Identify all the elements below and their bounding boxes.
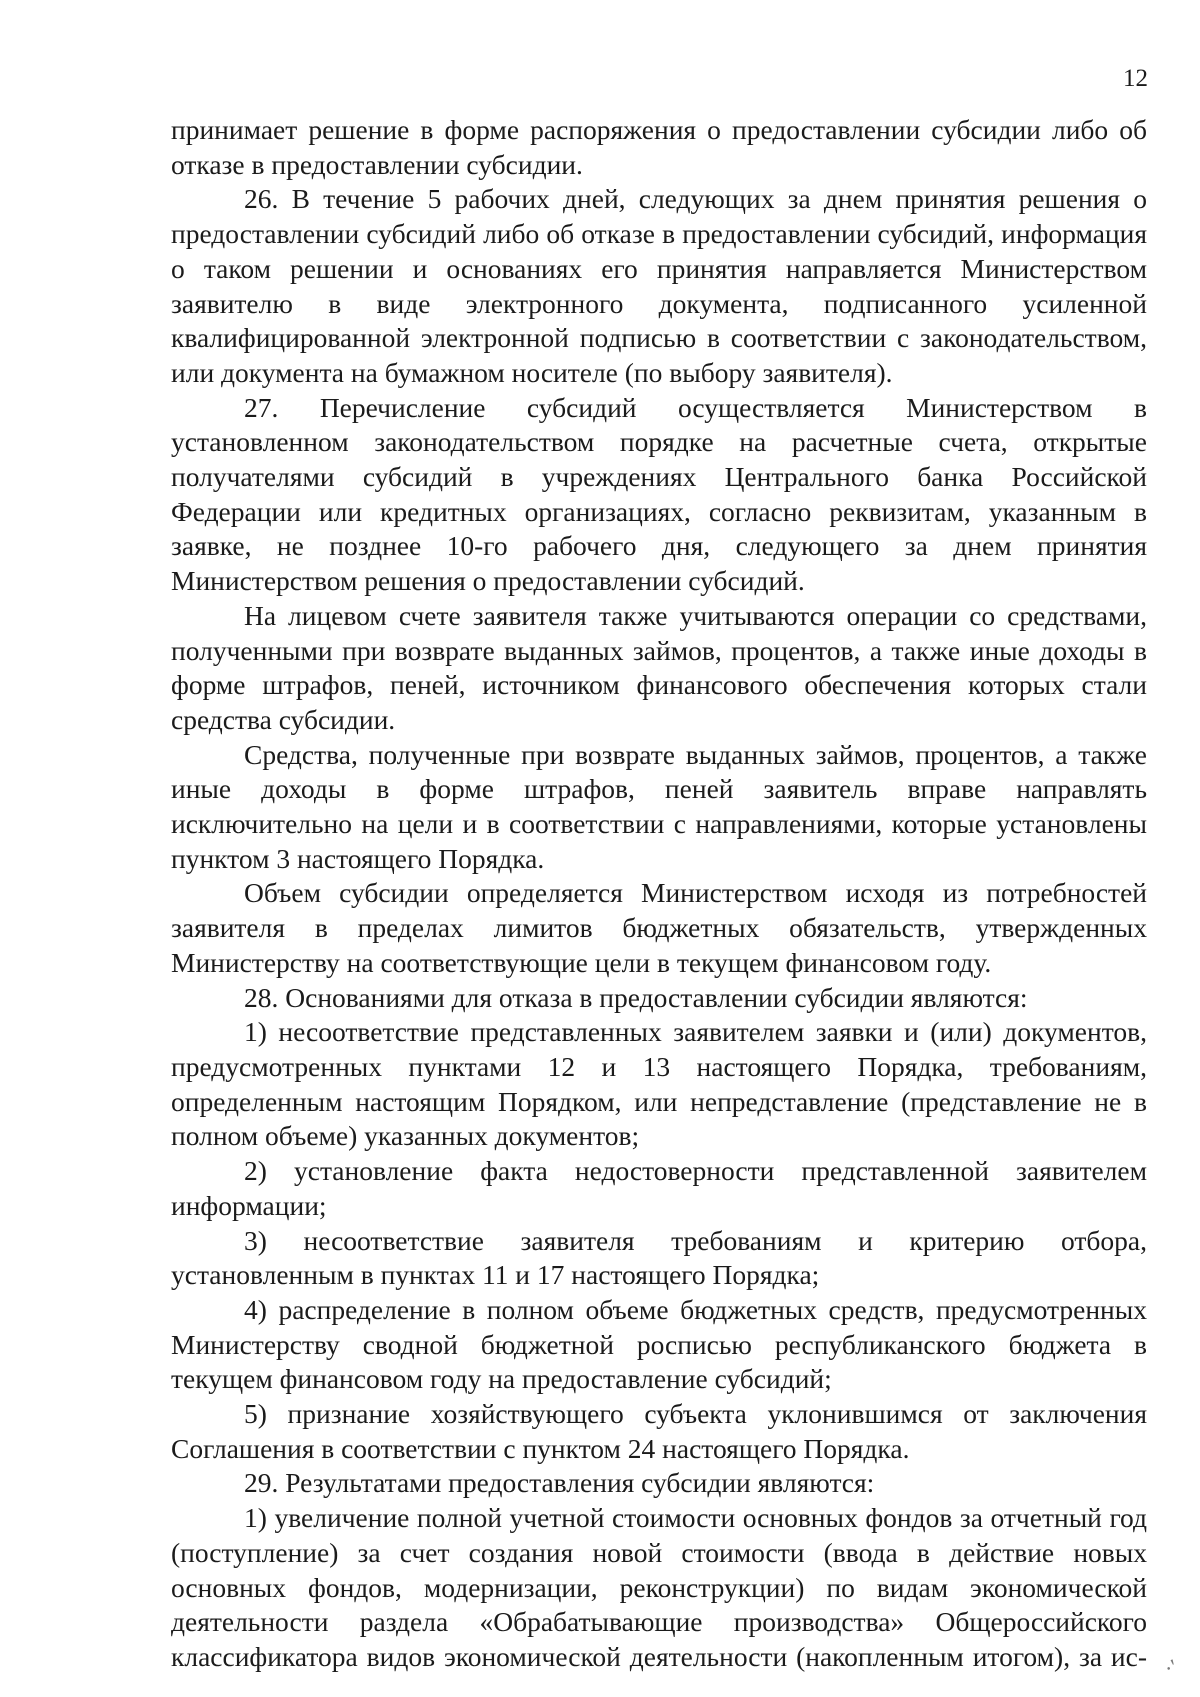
document-body [171, 113, 1147, 1675]
list-item-28-2: 2) установление факта недостоверности представленной заявителем информации; [171, 1155, 1147, 1221]
page-number: 12 [1123, 65, 1148, 92]
paragraph-item-28: 28. Основаниями для отказа в предоставлении субсидии являются: [244, 981, 1028, 1013]
paragraph-item-29: 29. Результатами предоставления субсидии являются: [244, 1467, 875, 1499]
list-item-28-3: 3) несоответствие заявителя требованиям и критерию отбора, установленным в пунктах 11 и 17 настоящего Порядка; [171, 1224, 1147, 1291]
paragraph-funds-usage: Средства, полученные при возврате выданных займов, процентов, а также иные доходы в форме штрафов, пеней заявитель вправе направлять исключительно на цели и в соответствии с направлениями, которые установлены пунктом 3 настоящего Порядка. [171, 738, 1147, 874]
paragraph-item-26: 26. В течение 5 рабочих дней, следующих за днем принятия решения о предоставлении субсидий либо об отказе в предоставлении субсидий, информация о таком решении и основаниях его принятия направляется Министерством заявителю в виде электронного документа, подписанного усиленной квалифицированной электронной подписью в соответствии с законодательством, или документа на бумажном носителе (по выбору заявителя). [171, 183, 1147, 388]
paragraph-subsidy-volume: Объем субсидии определяется Министерством исходя из потребностей заявителя в пределах лимитов бюджетных обязательств, утвержденных Министерству на соответствующие цели в текущем финансовом году. [171, 877, 1147, 978]
paragraph-continuation: принимает решение в форме распоряжения о предоставлении субсидии либо об отказе в предоставлении субсидии. [171, 114, 1147, 180]
paragraph-item-27: 27. Перечисление субсидий осуществляется Министерством в установленном законодательством порядке на расчетные счета, открытые получателями субсидий в учреждениях Центрального банка Российской Федерации или кредитных организациях, согласно реквизитам, указанным в заявке, не позднее 10-го рабочего дня, следующего за днем принятия Министерством решения о предоставлении субсидий. [171, 391, 1147, 597]
margin-scan-mark: ·' [1160, 1653, 1181, 1682]
paragraph-personal-account: На лицевом счете заявителя также учитываются операции со средствами, полученными при возврате выданных займов, процентов, а также иные доходы в форме штрафов, пеней, источником финансового обеспечения которых стали средства субсидии. [171, 599, 1147, 735]
list-item-28-5: 5) признание хозяйствующего субъекта уклонившимся от заключения Соглашения в соответствии с пунктом 24 настоящего Порядка. [171, 1398, 1147, 1464]
list-item-28-4: 4) распределение в полном объеме бюджетных средств, предусмотренных Министерству сводной бюджетной росписью республиканского бюджета в текущем финансовом году на предоставление субсидий; [171, 1293, 1147, 1395]
list-item-29-1: 1) увеличение полной учетной стоимости основных фондов за отчетный год (поступление) за счет создания новой стоимости (ввода в действие новых основных фондов, модернизации, реконструкции) по видам экономической деятельности раздела «Обрабатывающие производства» Общероссийского классификатора видов экономической деятельности (накопленным итогом), за ис- [171, 1502, 1147, 1672]
list-item-28-1: 1) несоответствие представленных заявителем заявки и (или) документов, предусмотренных пунктами 12 и 13 настоящего Порядка, требованиям, определенным настоящим Порядком, или непредставление (представление не в полном объеме) указанных документов; [171, 1016, 1147, 1152]
